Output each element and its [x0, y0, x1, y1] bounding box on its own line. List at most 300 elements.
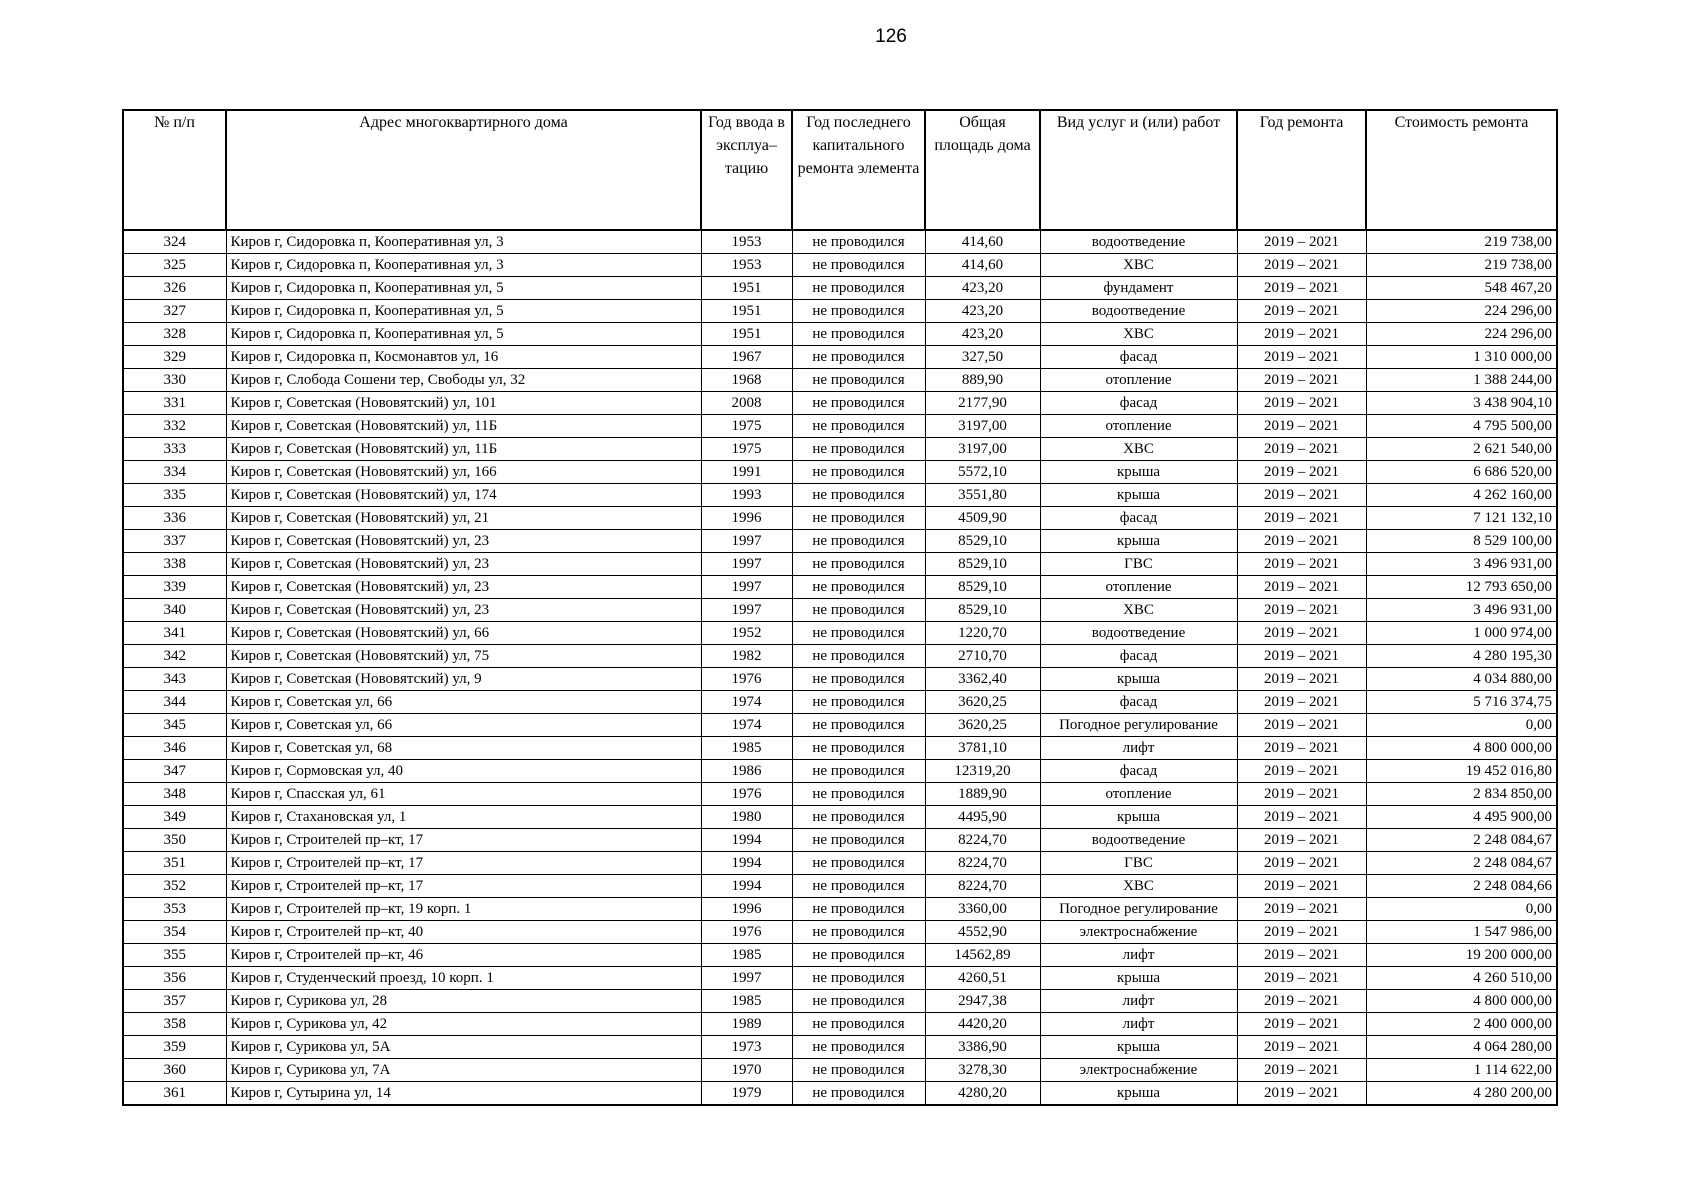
cell-num: 329: [123, 346, 226, 369]
header-num: № п/п: [123, 110, 226, 230]
cell-num: 347: [123, 760, 226, 783]
cell-area: 8529,10: [925, 553, 1040, 576]
cell-year-built: 1970: [701, 1059, 792, 1082]
cell-address: Киров г, Студенческий проезд, 10 корп. 1: [226, 967, 701, 990]
cell-last-repair: не проводился: [792, 530, 925, 553]
cell-area: 5572,10: [925, 461, 1040, 484]
cell-cost: 1 114 622,00: [1366, 1059, 1557, 1082]
cell-address: Киров г, Советская (Нововятский) ул, 23: [226, 530, 701, 553]
cell-last-repair: не проводился: [792, 392, 925, 415]
cell-repair-year: 2019 – 2021: [1237, 553, 1366, 576]
cell-repair-year: 2019 – 2021: [1237, 461, 1366, 484]
table-row: [123, 668, 1557, 691]
cell-repair-year: 2019 – 2021: [1237, 691, 1366, 714]
cell-service: электроснабжение: [1040, 1059, 1237, 1082]
cell-cost: 3 438 904,10: [1366, 392, 1557, 415]
cell-cost: 1 547 986,00: [1366, 921, 1557, 944]
cell-area: 8529,10: [925, 576, 1040, 599]
cell-repair-year: 2019 – 2021: [1237, 230, 1366, 254]
cell-last-repair: не проводился: [792, 898, 925, 921]
cell-last-repair: не проводился: [792, 254, 925, 277]
table-row: [123, 737, 1557, 760]
cell-area: 2947,38: [925, 990, 1040, 1013]
cell-last-repair: не проводился: [792, 507, 925, 530]
cell-area: 8224,70: [925, 852, 1040, 875]
cell-cost: 5 716 374,75: [1366, 691, 1557, 714]
cell-num: 331: [123, 392, 226, 415]
cell-year-built: 1967: [701, 346, 792, 369]
cell-address: Киров г, Строителей пр–кт, 19 корп. 1: [226, 898, 701, 921]
cell-area: 12319,20: [925, 760, 1040, 783]
cell-cost: 219 738,00: [1366, 254, 1557, 277]
cell-repair-year: 2019 – 2021: [1237, 645, 1366, 668]
cell-service: фасад: [1040, 507, 1237, 530]
header-service: Вид услуг и (или) работ: [1040, 110, 1237, 230]
cell-address: Киров г, Сутырина ул, 14: [226, 1082, 701, 1106]
cell-area: 3278,30: [925, 1059, 1040, 1082]
cell-num: 356: [123, 967, 226, 990]
cell-address: Киров г, Советская (Нововятский) ул, 174: [226, 484, 701, 507]
cell-last-repair: не проводился: [792, 461, 925, 484]
table-row: [123, 1036, 1557, 1059]
table-row: [123, 1013, 1557, 1036]
cell-address: Киров г, Советская ул, 66: [226, 714, 701, 737]
table-row: [123, 254, 1557, 277]
cell-last-repair: не проводился: [792, 760, 925, 783]
cell-num: 352: [123, 875, 226, 898]
cell-repair-year: 2019 – 2021: [1237, 760, 1366, 783]
cell-area: 2177,90: [925, 392, 1040, 415]
cell-last-repair: не проводился: [792, 369, 925, 392]
cell-service: Погодное регулирование: [1040, 714, 1237, 737]
cell-service: отопление: [1040, 369, 1237, 392]
cell-address: Киров г, Сормовская ул, 40: [226, 760, 701, 783]
cell-address: Киров г, Строителей пр–кт, 17: [226, 875, 701, 898]
cell-area: 423,20: [925, 323, 1040, 346]
table-row: [123, 829, 1557, 852]
cell-address: Киров г, Сидоровка п, Космонавтов ул, 16: [226, 346, 701, 369]
cell-last-repair: не проводился: [792, 346, 925, 369]
table-row: [123, 392, 1557, 415]
cell-last-repair: не проводился: [792, 1036, 925, 1059]
header-year-built: Год ввода в эксплуа– тацию: [701, 110, 792, 230]
cell-num: 345: [123, 714, 226, 737]
cell-area: 4260,51: [925, 967, 1040, 990]
cell-cost: 6 686 520,00: [1366, 461, 1557, 484]
cell-num: 343: [123, 668, 226, 691]
cell-year-built: 1985: [701, 944, 792, 967]
cell-year-built: 1997: [701, 553, 792, 576]
cell-cost: 19 200 000,00: [1366, 944, 1557, 967]
cell-repair-year: 2019 – 2021: [1237, 254, 1366, 277]
cell-year-built: 1991: [701, 461, 792, 484]
cell-year-built: 1997: [701, 967, 792, 990]
cell-last-repair: не проводился: [792, 645, 925, 668]
cell-last-repair: не проводился: [792, 277, 925, 300]
table-row: [123, 300, 1557, 323]
cell-year-built: 1997: [701, 576, 792, 599]
cell-repair-year: 2019 – 2021: [1237, 714, 1366, 737]
table-row: [123, 461, 1557, 484]
table-row: [123, 645, 1557, 668]
cell-year-built: 1953: [701, 254, 792, 277]
cell-service: крыша: [1040, 1036, 1237, 1059]
cell-address: Киров г, Слобода Сошени тер, Свободы ул, 32: [226, 369, 701, 392]
cell-num: 327: [123, 300, 226, 323]
cell-num: 351: [123, 852, 226, 875]
cell-repair-year: 2019 – 2021: [1237, 737, 1366, 760]
cell-service: ГВС: [1040, 852, 1237, 875]
cell-repair-year: 2019 – 2021: [1237, 1059, 1366, 1082]
cell-address: Киров г, Советская (Нововятский) ул, 9: [226, 668, 701, 691]
table-row: [123, 346, 1557, 369]
cell-service: водоотведение: [1040, 300, 1237, 323]
cell-repair-year: 2019 – 2021: [1237, 852, 1366, 875]
cell-address: Киров г, Советская (Нововятский) ул, 21: [226, 507, 701, 530]
cell-area: 8224,70: [925, 829, 1040, 852]
cell-last-repair: не проводился: [792, 300, 925, 323]
table-row: [123, 852, 1557, 875]
cell-last-repair: не проводился: [792, 737, 925, 760]
table-row: [123, 576, 1557, 599]
cell-repair-year: 2019 – 2021: [1237, 323, 1366, 346]
cell-year-built: 1951: [701, 300, 792, 323]
cell-address: Киров г, Советская (Нововятский) ул, 75: [226, 645, 701, 668]
cell-cost: 4 495 900,00: [1366, 806, 1557, 829]
cell-service: фасад: [1040, 691, 1237, 714]
cell-address: Киров г, Сурикова ул, 7А: [226, 1059, 701, 1082]
cell-last-repair: не проводился: [792, 921, 925, 944]
header-repair-year: Год ремонта: [1237, 110, 1366, 230]
cell-num: 355: [123, 944, 226, 967]
cell-last-repair: не проводился: [792, 438, 925, 461]
cell-address: Киров г, Советская (Нововятский) ул, 101: [226, 392, 701, 415]
cell-num: 360: [123, 1059, 226, 1082]
cell-area: 1220,70: [925, 622, 1040, 645]
table-row: [123, 760, 1557, 783]
cell-repair-year: 2019 – 2021: [1237, 668, 1366, 691]
cell-year-built: 1975: [701, 415, 792, 438]
cell-cost: 1 388 244,00: [1366, 369, 1557, 392]
cell-service: водоотведение: [1040, 230, 1237, 254]
cell-service: фасад: [1040, 392, 1237, 415]
cell-last-repair: не проводился: [792, 415, 925, 438]
cell-repair-year: 2019 – 2021: [1237, 967, 1366, 990]
cell-service: водоотведение: [1040, 622, 1237, 645]
cell-repair-year: 2019 – 2021: [1237, 1036, 1366, 1059]
cell-service: ХВС: [1040, 599, 1237, 622]
cell-address: Киров г, Советская (Нововятский) ул, 11Б: [226, 415, 701, 438]
cell-service: крыша: [1040, 806, 1237, 829]
cell-last-repair: не проводился: [792, 599, 925, 622]
cell-area: 3362,40: [925, 668, 1040, 691]
cell-service: отопление: [1040, 783, 1237, 806]
table-body: [123, 230, 1557, 1105]
table-row: [123, 438, 1557, 461]
cell-num: 346: [123, 737, 226, 760]
cell-address: Киров г, Советская ул, 66: [226, 691, 701, 714]
cell-area: 8529,10: [925, 530, 1040, 553]
cell-last-repair: не проводился: [792, 714, 925, 737]
cell-year-built: 2008: [701, 392, 792, 415]
cell-cost: 0,00: [1366, 898, 1557, 921]
cell-year-built: 1979: [701, 1082, 792, 1106]
cell-service: лифт: [1040, 944, 1237, 967]
cell-cost: 8 529 100,00: [1366, 530, 1557, 553]
cell-cost: 4 280 200,00: [1366, 1082, 1557, 1106]
cell-area: 4509,90: [925, 507, 1040, 530]
table-row: [123, 691, 1557, 714]
cell-repair-year: 2019 – 2021: [1237, 484, 1366, 507]
cell-area: 3360,00: [925, 898, 1040, 921]
cell-service: лифт: [1040, 737, 1237, 760]
cell-repair-year: 2019 – 2021: [1237, 369, 1366, 392]
header-last-repair: Год последнего капитального ремонта элемента: [792, 110, 925, 230]
cell-year-built: 1976: [701, 921, 792, 944]
table-row: [123, 599, 1557, 622]
cell-num: 340: [123, 599, 226, 622]
cell-cost: 12 793 650,00: [1366, 576, 1557, 599]
cell-cost: 0,00: [1366, 714, 1557, 737]
cell-service: крыша: [1040, 530, 1237, 553]
cell-repair-year: 2019 – 2021: [1237, 392, 1366, 415]
cell-service: фундамент: [1040, 277, 1237, 300]
cell-service: крыша: [1040, 461, 1237, 484]
cell-last-repair: не проводился: [792, 1013, 925, 1036]
cell-area: 4420,20: [925, 1013, 1040, 1036]
cell-repair-year: 2019 – 2021: [1237, 806, 1366, 829]
cell-last-repair: не проводился: [792, 944, 925, 967]
cell-address: Киров г, Строителей пр–кт, 17: [226, 852, 701, 875]
cell-year-built: 1994: [701, 875, 792, 898]
cell-service: водоотведение: [1040, 829, 1237, 852]
cell-service: крыша: [1040, 668, 1237, 691]
table-row: [123, 484, 1557, 507]
cell-repair-year: 2019 – 2021: [1237, 990, 1366, 1013]
cell-area: 3197,00: [925, 415, 1040, 438]
cell-address: Киров г, Сидоровка п, Кооперативная ул, 5: [226, 323, 701, 346]
cell-year-built: 1980: [701, 806, 792, 829]
cell-last-repair: не проводился: [792, 875, 925, 898]
cell-repair-year: 2019 – 2021: [1237, 783, 1366, 806]
cell-service: лифт: [1040, 990, 1237, 1013]
cell-num: 324: [123, 230, 226, 254]
cell-cost: 224 296,00: [1366, 323, 1557, 346]
table-row: [123, 898, 1557, 921]
cell-year-built: 1996: [701, 507, 792, 530]
cell-address: Киров г, Спасская ул, 61: [226, 783, 701, 806]
cell-area: 4280,20: [925, 1082, 1040, 1106]
cell-area: 889,90: [925, 369, 1040, 392]
table-row: [123, 369, 1557, 392]
cell-last-repair: не проводился: [792, 1059, 925, 1082]
cell-area: 2710,70: [925, 645, 1040, 668]
cell-cost: 4 260 510,00: [1366, 967, 1557, 990]
cell-address: Киров г, Советская ул, 68: [226, 737, 701, 760]
cell-repair-year: 2019 – 2021: [1237, 622, 1366, 645]
cell-year-built: 1994: [701, 829, 792, 852]
table-row: [123, 944, 1557, 967]
cell-year-built: 1997: [701, 530, 792, 553]
cell-cost: 224 296,00: [1366, 300, 1557, 323]
cell-repair-year: 2019 – 2021: [1237, 829, 1366, 852]
cell-year-built: 1986: [701, 760, 792, 783]
cell-num: 326: [123, 277, 226, 300]
cell-area: 423,20: [925, 300, 1040, 323]
cell-num: 348: [123, 783, 226, 806]
cell-address: Киров г, Сурикова ул, 5А: [226, 1036, 701, 1059]
cell-cost: 1 000 974,00: [1366, 622, 1557, 645]
cell-num: 334: [123, 461, 226, 484]
cell-last-repair: не проводился: [792, 323, 925, 346]
cell-address: Киров г, Стахановская ул, 1: [226, 806, 701, 829]
cell-area: 14562,89: [925, 944, 1040, 967]
cell-repair-year: 2019 – 2021: [1237, 921, 1366, 944]
cell-cost: 4 034 880,00: [1366, 668, 1557, 691]
table-row: [123, 1059, 1557, 1082]
cell-address: Киров г, Сидоровка п, Кооперативная ул, 5: [226, 300, 701, 323]
cell-address: Киров г, Советская (Нововятский) ул, 11Б: [226, 438, 701, 461]
cell-cost: 219 738,00: [1366, 230, 1557, 254]
cell-num: 339: [123, 576, 226, 599]
cell-cost: 4 280 195,30: [1366, 645, 1557, 668]
table-row: [123, 967, 1557, 990]
cell-cost: 7 121 132,10: [1366, 507, 1557, 530]
cell-address: Киров г, Строителей пр–кт, 17: [226, 829, 701, 852]
cell-area: 414,60: [925, 254, 1040, 277]
cell-year-built: 1993: [701, 484, 792, 507]
cell-num: 341: [123, 622, 226, 645]
cell-repair-year: 2019 – 2021: [1237, 576, 1366, 599]
cell-service: крыша: [1040, 1082, 1237, 1106]
cell-year-built: 1976: [701, 783, 792, 806]
cell-area: 3386,90: [925, 1036, 1040, 1059]
repair-table: [122, 109, 1558, 1106]
table-row: [123, 530, 1557, 553]
cell-service: электроснабжение: [1040, 921, 1237, 944]
cell-service: отопление: [1040, 415, 1237, 438]
cell-num: 357: [123, 990, 226, 1013]
cell-cost: 4 064 280,00: [1366, 1036, 1557, 1059]
cell-repair-year: 2019 – 2021: [1237, 277, 1366, 300]
cell-area: 8529,10: [925, 599, 1040, 622]
cell-service: Погодное регулирование: [1040, 898, 1237, 921]
cell-last-repair: не проводился: [792, 967, 925, 990]
cell-address: Киров г, Строителей пр–кт, 40: [226, 921, 701, 944]
cell-num: 344: [123, 691, 226, 714]
cell-last-repair: не проводился: [792, 230, 925, 254]
cell-cost: 4 795 500,00: [1366, 415, 1557, 438]
cell-area: 4552,90: [925, 921, 1040, 944]
cell-repair-year: 2019 – 2021: [1237, 599, 1366, 622]
cell-year-built: 1976: [701, 668, 792, 691]
cell-area: 414,60: [925, 230, 1040, 254]
cell-num: 325: [123, 254, 226, 277]
cell-area: 327,50: [925, 346, 1040, 369]
cell-year-built: 1951: [701, 277, 792, 300]
cell-num: 350: [123, 829, 226, 852]
cell-cost: 2 248 084,66: [1366, 875, 1557, 898]
cell-repair-year: 2019 – 2021: [1237, 530, 1366, 553]
cell-service: фасад: [1040, 645, 1237, 668]
cell-num: 354: [123, 921, 226, 944]
cell-last-repair: не проводился: [792, 990, 925, 1013]
cell-address: Киров г, Строителей пр–кт, 46: [226, 944, 701, 967]
cell-cost: 548 467,20: [1366, 277, 1557, 300]
cell-service: ХВС: [1040, 438, 1237, 461]
table-row: [123, 415, 1557, 438]
table-row: [123, 323, 1557, 346]
cell-cost: 2 621 540,00: [1366, 438, 1557, 461]
cell-last-repair: не проводился: [792, 783, 925, 806]
cell-last-repair: не проводился: [792, 852, 925, 875]
cell-service: фасад: [1040, 346, 1237, 369]
cell-service: ХВС: [1040, 323, 1237, 346]
table-row: [123, 875, 1557, 898]
cell-repair-year: 2019 – 2021: [1237, 898, 1366, 921]
cell-num: 358: [123, 1013, 226, 1036]
cell-last-repair: не проводился: [792, 1082, 925, 1106]
cell-last-repair: не проводился: [792, 622, 925, 645]
cell-repair-year: 2019 – 2021: [1237, 438, 1366, 461]
cell-year-built: 1974: [701, 714, 792, 737]
cell-last-repair: не проводился: [792, 484, 925, 507]
cell-area: 3551,80: [925, 484, 1040, 507]
table-row: [123, 806, 1557, 829]
cell-year-built: 1953: [701, 230, 792, 254]
cell-cost: 2 834 850,00: [1366, 783, 1557, 806]
cell-service: фасад: [1040, 760, 1237, 783]
cell-last-repair: не проводился: [792, 829, 925, 852]
cell-address: Киров г, Советская (Нововятский) ул, 166: [226, 461, 701, 484]
cell-year-built: 1996: [701, 898, 792, 921]
cell-last-repair: не проводился: [792, 576, 925, 599]
cell-address: Киров г, Советская (Нововятский) ул, 23: [226, 576, 701, 599]
cell-num: 328: [123, 323, 226, 346]
cell-address: Киров г, Сидоровка п, Кооперативная ул, 5: [226, 277, 701, 300]
table-row: [123, 230, 1557, 254]
cell-year-built: 1952: [701, 622, 792, 645]
cell-year-built: 1968: [701, 369, 792, 392]
cell-area: 3781,10: [925, 737, 1040, 760]
cell-repair-year: 2019 – 2021: [1237, 507, 1366, 530]
cell-year-built: 1994: [701, 852, 792, 875]
cell-year-built: 1951: [701, 323, 792, 346]
cell-repair-year: 2019 – 2021: [1237, 415, 1366, 438]
header-address: Адрес многоквартирного дома: [226, 110, 701, 230]
cell-num: 330: [123, 369, 226, 392]
cell-cost: 4 800 000,00: [1366, 990, 1557, 1013]
cell-service: ХВС: [1040, 254, 1237, 277]
cell-repair-year: 2019 – 2021: [1237, 944, 1366, 967]
cell-cost: 2 400 000,00: [1366, 1013, 1557, 1036]
cell-year-built: 1985: [701, 737, 792, 760]
cell-year-built: 1997: [701, 599, 792, 622]
cell-area: 3620,25: [925, 714, 1040, 737]
cell-num: 332: [123, 415, 226, 438]
table-row: [123, 714, 1557, 737]
cell-year-built: 1975: [701, 438, 792, 461]
cell-service: отопление: [1040, 576, 1237, 599]
cell-service: крыша: [1040, 484, 1237, 507]
cell-cost: 1 310 000,00: [1366, 346, 1557, 369]
cell-cost: 2 248 084,67: [1366, 852, 1557, 875]
cell-num: 333: [123, 438, 226, 461]
cell-address: Киров г, Сидоровка п, Кооперативная ул, 3: [226, 230, 701, 254]
table-row: [123, 783, 1557, 806]
cell-last-repair: не проводился: [792, 553, 925, 576]
table-header-row: [123, 110, 1557, 230]
